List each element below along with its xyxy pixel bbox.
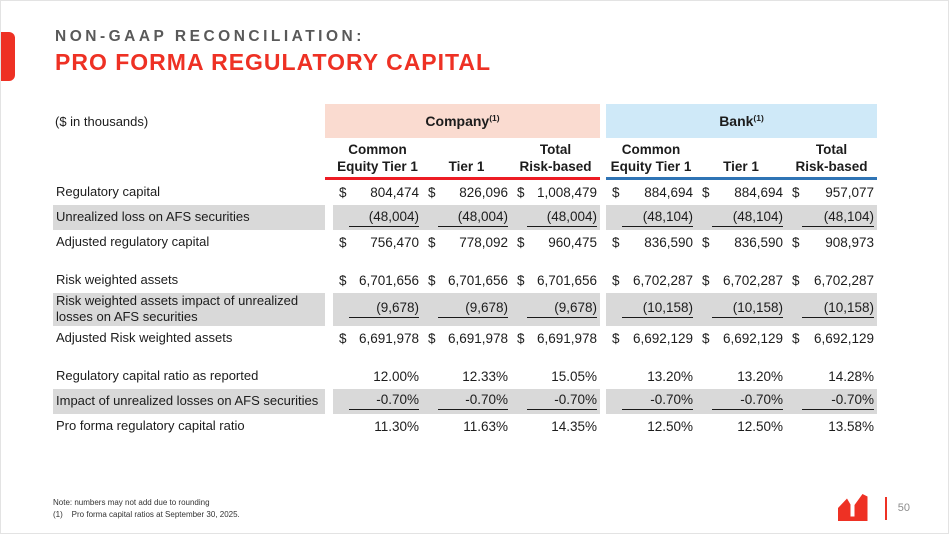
- value-cell: [333, 180, 422, 205]
- column-header-bank-cet1: Common Equity Tier 1: [610, 142, 692, 174]
- table-body: [53, 180, 877, 439]
- value-cell: [786, 205, 877, 230]
- cell-value: 11.63%: [463, 418, 508, 434]
- cell-value: 908,973: [825, 235, 874, 250]
- cell-value-underlined: (48,104): [802, 209, 874, 227]
- value-cell: [696, 268, 786, 293]
- value-cell: [696, 326, 786, 351]
- value-cell: [696, 389, 786, 414]
- value-cell: [696, 364, 786, 389]
- spacer-row: [53, 351, 877, 364]
- dollar-sign: $: [792, 273, 800, 288]
- value-cell: [422, 268, 511, 293]
- row-label: Impact of unrealized losses on AFS securities: [53, 389, 325, 414]
- cell-value: 778,092: [459, 235, 508, 250]
- cell-value: 6,701,656: [447, 273, 508, 288]
- dollar-sign: $: [517, 273, 525, 288]
- dollar-sign: $: [517, 185, 525, 200]
- column-header-bank-total-risk-based: Total Risk-based: [795, 142, 868, 174]
- value-cell: [696, 205, 786, 230]
- value-cell: [786, 180, 877, 205]
- value-cell: [422, 364, 511, 389]
- cell-value-underlined: (48,004): [438, 209, 508, 227]
- value-cell: [786, 364, 877, 389]
- column-header-company-tier1: Tier 1: [448, 159, 485, 174]
- value-cell: [422, 326, 511, 351]
- table-row: [53, 389, 877, 414]
- dollar-sign: $: [339, 235, 347, 250]
- dollar-sign: $: [792, 185, 800, 200]
- table-row: [53, 230, 877, 255]
- value-cell: [696, 293, 786, 326]
- value-cell: [511, 414, 600, 439]
- value-cell: [422, 180, 511, 205]
- slide-footer: [836, 491, 910, 525]
- cell-value: 804,474: [370, 185, 419, 200]
- group-header-row: [53, 104, 877, 138]
- table-row: [53, 268, 877, 293]
- cell-value-underlined: -0.70%: [712, 392, 783, 410]
- dollar-sign: $: [612, 185, 620, 200]
- value-cell: [786, 326, 877, 351]
- cell-value: 13.20%: [737, 368, 783, 384]
- cell-value-underlined: (10,158): [622, 300, 693, 318]
- cell-value-underlined: (9,678): [438, 300, 508, 318]
- cell-value-underlined: (48,004): [349, 209, 419, 227]
- value-cell: [422, 414, 511, 439]
- cell-value: 13.58%: [828, 418, 874, 434]
- cell-value: 12.00%: [373, 368, 419, 384]
- value-cell: [422, 293, 511, 326]
- value-cell: [606, 414, 696, 439]
- row-label: Pro forma regulatory capital ratio: [56, 417, 245, 433]
- value-cell: [333, 268, 422, 293]
- cell-value: 6,701,656: [358, 273, 419, 288]
- cell-value: 836,590: [644, 235, 693, 250]
- company-group-header: [325, 104, 600, 138]
- footer-divider: [885, 497, 887, 520]
- value-cell: [511, 205, 600, 230]
- column-header-company-total-risk-based: Total Risk-based: [519, 142, 592, 174]
- value-cell: [333, 293, 422, 326]
- value-cell: [333, 326, 422, 351]
- row-label: Regulatory capital: [56, 184, 161, 200]
- cell-value-underlined: (10,158): [802, 300, 874, 318]
- value-cell: [422, 205, 511, 230]
- row-label: Unrealized loss on AFS securities: [53, 205, 325, 230]
- cell-value: 836,590: [734, 235, 783, 250]
- value-cell: [786, 293, 877, 326]
- dollar-sign: $: [612, 330, 620, 346]
- cell-value: 11.30%: [374, 418, 419, 434]
- cell-value-underlined: (48,004): [527, 209, 597, 227]
- dollar-sign: $: [702, 330, 710, 346]
- value-cell: [422, 230, 511, 255]
- units-label: ($ in thousands): [55, 113, 149, 129]
- slide-kicker: NON-GAAP RECONCILIATION:: [55, 28, 365, 45]
- value-cell: [511, 268, 600, 293]
- table-row: [53, 205, 877, 230]
- table-row: [53, 364, 877, 389]
- row-label: Risk weighted assets impact of unrealized losses on AFS securities: [53, 293, 325, 326]
- value-cell: [786, 268, 877, 293]
- dollar-sign: $: [428, 273, 436, 288]
- value-cell: [606, 268, 696, 293]
- dollar-sign: $: [339, 185, 347, 200]
- value-cell: [696, 180, 786, 205]
- dollar-sign: $: [612, 273, 620, 288]
- cell-value: 6,692,129: [632, 330, 693, 346]
- dollar-sign: $: [428, 185, 436, 200]
- dollar-sign: $: [702, 235, 710, 250]
- cell-value: 6,702,287: [722, 273, 783, 288]
- value-cell: [606, 205, 696, 230]
- value-cell: [606, 180, 696, 205]
- cell-value: 14.28%: [828, 368, 874, 384]
- company-footnote-ref: (1): [489, 113, 500, 123]
- page-title: PRO FORMA REGULATORY CAPITAL: [55, 49, 492, 75]
- cell-value-underlined: (10,158): [712, 300, 783, 318]
- dollar-sign: $: [517, 235, 525, 250]
- cell-value: 6,692,129: [722, 330, 783, 346]
- footnote-1: (1) Pro forma capital ratios at September 30, 2025.: [53, 510, 240, 519]
- row-label: Risk weighted assets: [56, 272, 179, 288]
- table-row: [53, 293, 877, 326]
- company-logo-icon: [836, 493, 874, 523]
- value-cell: [422, 389, 511, 414]
- cell-value: 6,691,978: [536, 330, 597, 346]
- bank-footnote-ref: (1): [753, 113, 764, 123]
- dollar-sign: $: [702, 273, 710, 288]
- value-cell: [606, 389, 696, 414]
- value-cell: [696, 414, 786, 439]
- value-cell: [696, 230, 786, 255]
- value-cell: [511, 230, 600, 255]
- value-cell: [511, 364, 600, 389]
- cell-value-underlined: -0.70%: [527, 392, 597, 410]
- dollar-sign: $: [612, 235, 620, 250]
- value-cell: [606, 230, 696, 255]
- column-header-row: [53, 138, 877, 177]
- cell-value: 1,008,479: [536, 185, 597, 200]
- value-cell: [606, 293, 696, 326]
- dollar-sign: $: [792, 235, 800, 250]
- cell-value-underlined: (48,104): [622, 209, 693, 227]
- cell-value: 6,702,287: [632, 273, 693, 288]
- cell-value: 957,077: [825, 185, 874, 200]
- cell-value: 960,475: [548, 235, 597, 250]
- table-row: [53, 326, 877, 351]
- value-cell: [511, 180, 600, 205]
- table-row: [53, 180, 877, 205]
- accent-bar: [0, 32, 15, 81]
- cell-value: 884,694: [734, 185, 783, 200]
- cell-value: 6,691,978: [358, 330, 419, 346]
- spacer-row: [53, 255, 877, 268]
- table-row: [53, 414, 877, 439]
- cell-value: 884,694: [644, 185, 693, 200]
- column-header-company-cet1: Common Equity Tier 1: [337, 142, 418, 174]
- value-cell: [333, 414, 422, 439]
- dollar-sign: $: [702, 185, 710, 200]
- cell-value: 6,691,978: [447, 330, 508, 346]
- value-cell: [511, 326, 600, 351]
- row-label: Adjusted Risk weighted assets: [56, 329, 233, 345]
- cell-value: 6,701,656: [536, 273, 597, 288]
- value-cell: [333, 389, 422, 414]
- value-cell: [511, 389, 600, 414]
- cell-value-underlined: (48,104): [712, 209, 783, 227]
- cell-value: 13.20%: [647, 368, 693, 384]
- slide-header: [55, 28, 491, 76]
- value-cell: [333, 205, 422, 230]
- dollar-sign: $: [792, 330, 800, 346]
- bank-group-label: Bank: [719, 113, 754, 129]
- cell-value: 6,702,287: [813, 273, 874, 288]
- cell-value-underlined: -0.70%: [622, 392, 693, 410]
- dollar-sign: $: [428, 235, 436, 250]
- cell-value-underlined: -0.70%: [349, 392, 419, 410]
- cell-value: 826,096: [459, 185, 508, 200]
- value-cell: [511, 293, 600, 326]
- footnotes: [53, 497, 240, 521]
- cell-value: 12.50%: [737, 418, 783, 434]
- cell-value: 6,692,129: [813, 330, 874, 346]
- company-group-label: Company: [425, 113, 490, 129]
- cell-value: 14.35%: [551, 418, 597, 434]
- dollar-sign: $: [517, 330, 525, 346]
- value-cell: [786, 230, 877, 255]
- cell-value-underlined: (9,678): [527, 300, 597, 318]
- value-cell: [786, 389, 877, 414]
- bank-group-header: [606, 104, 877, 138]
- value-cell: [606, 364, 696, 389]
- footnote-rounding: Note: numbers may not add due to rounding: [53, 498, 210, 507]
- row-label: Regulatory capital ratio as reported: [56, 367, 259, 383]
- value-cell: [786, 414, 877, 439]
- page-number: 50: [897, 502, 910, 514]
- value-cell: [333, 364, 422, 389]
- capital-table: [53, 104, 877, 439]
- cell-value: 12.33%: [462, 368, 508, 384]
- cell-value-underlined: -0.70%: [438, 392, 508, 410]
- value-cell: [606, 326, 696, 351]
- cell-value: 15.05%: [551, 368, 597, 384]
- dollar-sign: $: [339, 273, 347, 288]
- dollar-sign: $: [428, 330, 436, 346]
- cell-value-underlined: -0.70%: [802, 392, 874, 410]
- column-header-bank-tier1: Tier 1: [723, 159, 759, 174]
- cell-value: 756,470: [370, 235, 419, 250]
- cell-value: 12.50%: [647, 418, 693, 434]
- row-label: Adjusted regulatory capital: [56, 234, 210, 250]
- dollar-sign: $: [339, 330, 347, 346]
- cell-value-underlined: (9,678): [349, 300, 419, 318]
- value-cell: [333, 230, 422, 255]
